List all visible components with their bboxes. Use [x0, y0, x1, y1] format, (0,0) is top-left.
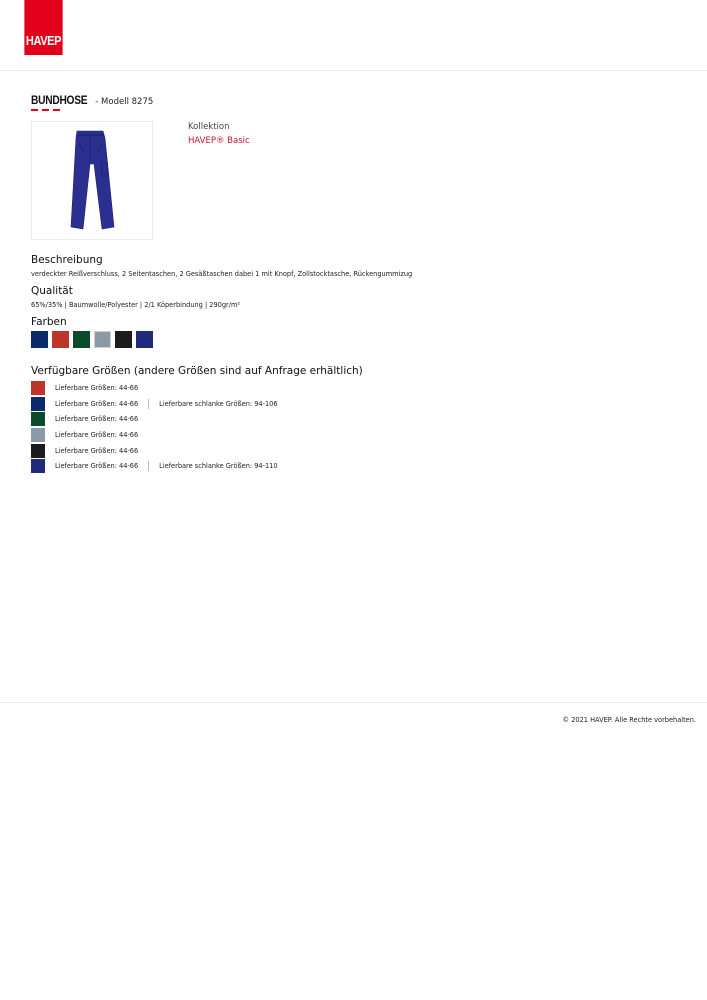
- size-color-swatch: [31, 412, 45, 426]
- size-color-swatch: [31, 381, 45, 395]
- sizes-heading: Verfügbare Größen (andere Größen sind auf Anfrage erhältlich): [31, 365, 363, 377]
- color-swatch[interactable]: [136, 331, 153, 348]
- color-swatch[interactable]: [31, 331, 48, 348]
- product-model: - Modell 8275: [95, 97, 154, 107]
- regular-sizes-text: Lieferbare Größen: 44-66: [55, 399, 139, 408]
- product-name: BUNDHOSE: [31, 93, 88, 107]
- size-row: [31, 411, 278, 427]
- color-swatch[interactable]: [52, 331, 69, 348]
- collection-link[interactable]: HAVEP® Basic: [188, 136, 250, 146]
- slim-sizes-text: Lieferbare schlanke Größen: 94-110: [159, 462, 278, 471]
- havep-logo[interactable]: HAVEP: [24, 0, 62, 55]
- size-row: [31, 396, 278, 412]
- copyright-text: © 2021 HAVEP. Alle Rechte vorbehalten.: [562, 716, 696, 724]
- color-swatch[interactable]: [94, 331, 111, 348]
- description-text: verdeckter Reißverschluss, 2 Seitentaschen, 2 Gesäßtaschen dabei 1 mit Knopf, Zollstocktasche, Rückengummizug: [31, 270, 413, 278]
- trousers-icon: [32, 122, 152, 239]
- product-image: [31, 121, 153, 240]
- title-underline-dashes: [31, 109, 60, 111]
- regular-sizes-text: Lieferbare Größen: 44-66: [55, 415, 139, 424]
- size-color-swatch: [31, 428, 45, 442]
- size-row: [31, 380, 278, 396]
- regular-sizes-text: Lieferbare Größen: 44-66: [55, 383, 139, 392]
- color-swatches: [31, 331, 153, 348]
- slim-sizes-text: Lieferbare schlanke Größen: 94-106: [159, 399, 278, 408]
- size-color-swatch: [31, 397, 45, 411]
- color-swatch[interactable]: [115, 331, 132, 348]
- regular-sizes-text: Lieferbare Größen: 44-66: [55, 430, 139, 439]
- size-color-swatch: [31, 444, 45, 458]
- regular-sizes-text: Lieferbare Größen: 44-66: [55, 446, 139, 455]
- size-list: [31, 380, 278, 474]
- product-title: [31, 93, 153, 107]
- color-swatch[interactable]: [73, 331, 90, 348]
- size-row: [31, 427, 278, 443]
- size-separator: [148, 461, 149, 471]
- colors-heading: Farben: [31, 316, 67, 328]
- size-color-swatch: [31, 459, 45, 473]
- size-row: [31, 443, 278, 459]
- regular-sizes-text: Lieferbare Größen: 44-66: [55, 462, 139, 471]
- collection-label: Kollektion: [188, 122, 230, 132]
- size-separator: [148, 399, 149, 409]
- footer-divider: [0, 702, 707, 703]
- size-row: [31, 458, 278, 474]
- quality-text: 65%/35% | Baumwolle/Polyester | 2/1 Köperbindung | 290gr/m²: [31, 301, 241, 309]
- quality-heading: Qualität: [31, 285, 73, 297]
- description-heading: Beschreibung: [31, 254, 103, 266]
- header-divider: [0, 70, 707, 71]
